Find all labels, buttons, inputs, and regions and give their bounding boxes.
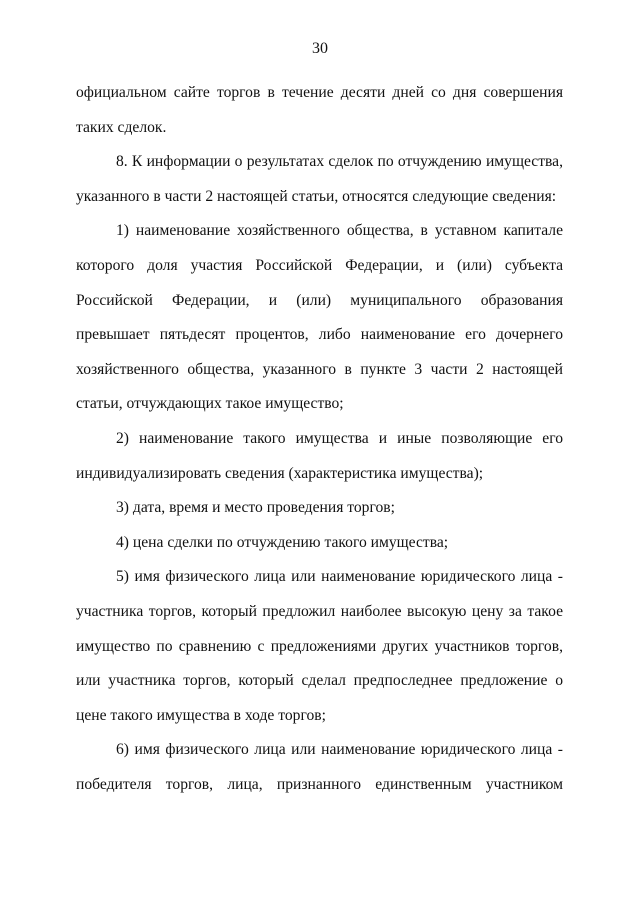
paragraph-subitem-5: 5) имя физического лица или наименование юридического лица - участника торгов, который предложил наиболее высокую цену за такое имущество по сравнению с предложениями других участников торгов, или участника торгов, который сделал предпоследнее предложение о цене такого имущества в ходе торгов; [76, 568, 563, 724]
paragraph-subitem-4: 4) цена сделки по отчуждению такого имущества; [116, 533, 449, 551]
paragraph-item-8: 8. К информации о результатах сделок по отчуждению имущества, указанного в части 2 настоящей статьи, относятся следующие сведения: [76, 153, 563, 205]
paragraph-subitem-6: 6) имя физического лица или наименование юридического лица - победителя торгов, лица, признанного единственным участником [76, 741, 563, 793]
paragraph-continuation: официальном сайте торгов в течение десяти дней со дня совершения таких сделок. [76, 84, 563, 136]
paragraph-subitem-2: 2) наименование такого имущества и иные позволяющие его индивидуализировать сведения (характеристика имущества); [76, 429, 563, 482]
page-number: 30 [312, 40, 328, 57]
paragraph-subitem-3: 3) дата, время и место проведения торгов; [116, 499, 395, 517]
document-body [76, 76, 563, 802]
paragraph-subitem-1: 1) наименование хозяйственного общества, в уставном капитале которого доля участия Российской Федерации, и (или) субъекта Российской Федерации, и (или) муниципального образования превышает пятьдесят процентов, либо наименование его дочернего хозяйственного общества, указанного в пункте 3 части 2 настоящей статьи, отчуждающих такое имущество; [76, 222, 563, 413]
